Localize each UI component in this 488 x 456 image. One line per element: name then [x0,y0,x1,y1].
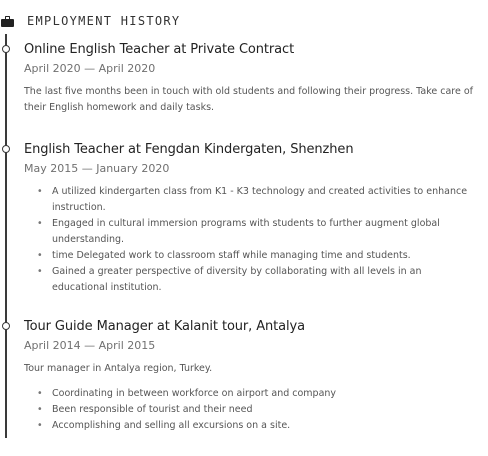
bullet-item: • Accomplishing and selling all excursions on a site. [24,418,474,434]
bullet-item: • Gained a greater perspective of diversity by collaborating with all levels in an educational institution. [24,264,474,296]
job-entry [24,142,474,296]
job-title: English Teacher at Fengdan Kindergaten, Shenzhen [24,142,354,157]
bullet-item: • Engaged in cultural immersion programs with students to further augment global understanding. [24,216,474,248]
job-description: The last five months been in touch with old students and following their progress. Take care of their English homework and daily tasks. [24,86,474,113]
timeline-dot [2,45,10,53]
job-title: Tour Guide Manager at Kalanit tour, Antalya [24,319,306,334]
bullet-item: • Been responsible of tourist and their need [24,402,474,418]
briefcase-icon [1,16,14,27]
job-title: Online English Teacher at Private Contract [24,42,295,57]
job-entry [24,42,474,116]
section-header [0,14,180,28]
job-entry [24,319,474,434]
timeline-dot [2,145,10,153]
job-bullets [24,184,474,296]
bullet-item: • time Delegated work to classroom staff while managing time and students. [24,248,474,264]
timeline-line [5,34,7,438]
job-dates: April 2020 — April 2020 [24,62,156,75]
timeline-dot [2,322,10,330]
bullet-item: • A utilized kindergarten class from K1 - K3 technology and created activities to enhance instruction. [24,184,474,216]
job-dates: April 2014 — April 2015 [24,339,156,352]
job-bullets [24,386,474,434]
section-title: EMPLOYMENT HISTORY [27,14,181,28]
job-description: Tour manager in Antalya region, Turkey. [24,363,213,374]
bullet-item: • Coordinating in between workforce on airport and company [24,386,474,402]
job-dates: May 2015 — January 2020 [24,162,170,175]
